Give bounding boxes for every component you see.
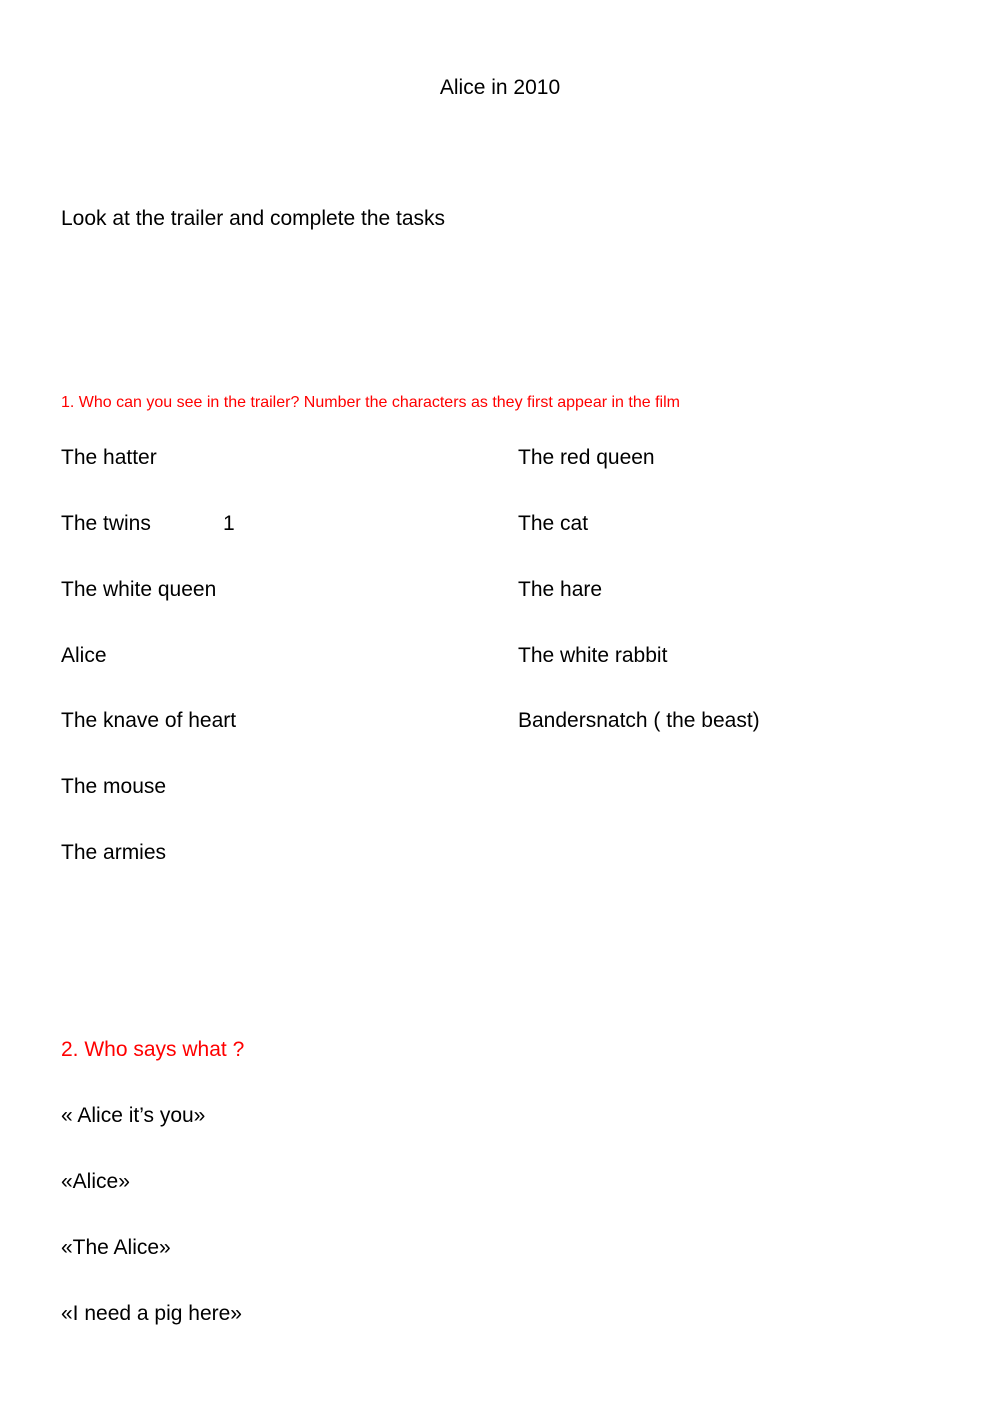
page-title: Alice in 2010 — [439, 76, 561, 99]
character-item: The cat — [518, 512, 589, 535]
quote-item: «I need a pig here» — [61, 1302, 242, 1325]
character-item: The red queen — [518, 446, 655, 469]
quote-item: «Alice» — [61, 1170, 130, 1193]
character-item: The white rabbit — [518, 644, 668, 667]
quote-item: «The Alice» — [61, 1236, 171, 1259]
character-item: The white queen — [61, 578, 217, 601]
character-number: 1 — [223, 512, 235, 535]
character-item: Alice — [61, 644, 107, 667]
character-item: Bandersnatch ( the beast) — [518, 709, 760, 732]
character-item: The hatter — [61, 446, 157, 469]
task2-heading: 2. Who says what ? — [61, 1038, 245, 1061]
character-item: The knave of heart — [61, 709, 237, 732]
character-item: The mouse — [61, 775, 167, 798]
quote-item: « Alice it’s you» — [61, 1104, 206, 1127]
character-item: The armies — [61, 841, 167, 864]
character-item: The twins — [61, 512, 151, 535]
character-item: The hare — [518, 578, 603, 601]
instruction-text: Look at the trailer and complete the tasks — [61, 207, 446, 230]
task1-heading: 1. Who can you see in the trailer? Number the characters as they first appear in the film — [61, 394, 680, 411]
